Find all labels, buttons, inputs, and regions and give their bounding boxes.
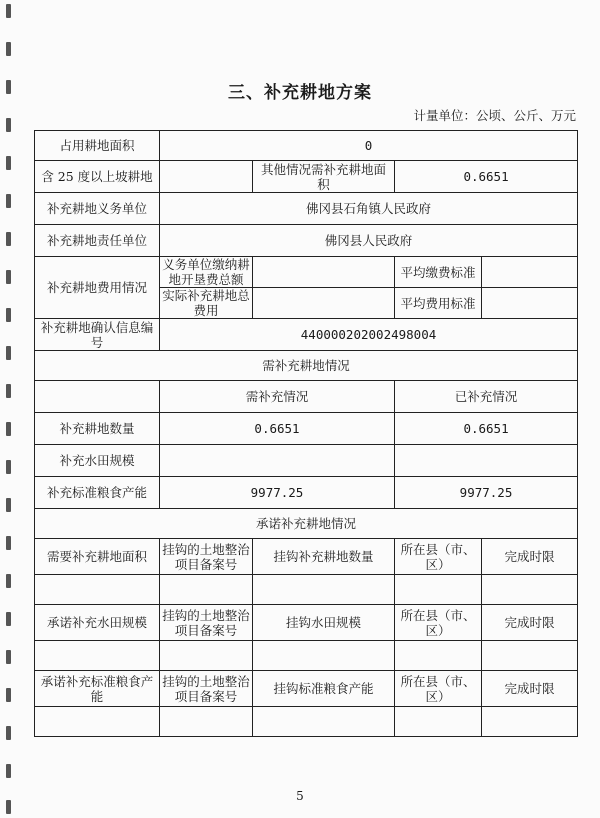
responsible-label: 补充耕地责任单位	[35, 225, 160, 257]
table-row	[35, 605, 578, 641]
cost-fee-value	[253, 257, 395, 288]
county-header: 所在县（市、区）	[395, 539, 482, 575]
avg-cost-value	[482, 288, 578, 319]
deadline-header: 完成时限	[482, 539, 578, 575]
cost-label: 补充耕地费用情况	[35, 257, 160, 319]
slope-value	[160, 161, 253, 193]
project-no-header: 挂钩的土地整治项目备案号	[160, 605, 253, 641]
confirm-value: 440000202002498004	[160, 319, 578, 351]
table-row	[35, 707, 578, 737]
other-label: 其他情况需补充耕地面积	[253, 161, 395, 193]
avg-cost-label: 平均费用标准	[395, 288, 482, 319]
qty-done: 0.6651	[395, 413, 578, 445]
table-row	[35, 131, 578, 161]
table-row	[35, 161, 578, 193]
binding-holes	[6, 0, 16, 818]
promise-section-heading: 承诺补充耕地情况	[35, 509, 578, 539]
table-row	[35, 225, 578, 257]
deadline-header: 完成时限	[482, 605, 578, 641]
grain-needed: 9977.25	[160, 477, 395, 509]
paddy-needed	[160, 445, 395, 477]
grain-done: 9977.25	[395, 477, 578, 509]
linked-grain-header: 挂钩标准粮食产能	[253, 671, 395, 707]
paddy-label: 补充水田规模	[35, 445, 160, 477]
need-blank-head	[35, 381, 160, 413]
col-done: 已补充情况	[395, 381, 578, 413]
linked-paddy-header: 挂钩水田规模	[253, 605, 395, 641]
table-row	[35, 539, 578, 575]
table-row	[35, 319, 578, 351]
confirm-label: 补充耕地确认信息编号	[35, 319, 160, 351]
table-row	[35, 381, 578, 413]
obligor-label: 补充耕地义务单位	[35, 193, 160, 225]
grain-label: 补充标准粮食产能	[35, 477, 160, 509]
avg-fee-label: 平均缴费标准	[395, 257, 482, 288]
table-row	[35, 509, 578, 539]
avg-fee-value	[482, 257, 578, 288]
table-row	[35, 641, 578, 671]
obligor-value: 佛冈县石角镇人民政府	[160, 193, 578, 225]
table-row	[35, 477, 578, 509]
table-row	[35, 413, 578, 445]
other-value: 0.6651	[395, 161, 578, 193]
county-header: 所在县（市、区）	[395, 671, 482, 707]
promise-grain-label: 承诺补充标准粮食产能	[35, 671, 160, 707]
page-number: 5	[296, 789, 304, 803]
paddy-done	[395, 445, 578, 477]
promise-area-label: 需要补充耕地面积	[35, 539, 160, 575]
need-section-heading: 需补充耕地情况	[35, 351, 578, 381]
responsible-value: 佛冈县人民政府	[160, 225, 578, 257]
actual-cost-label: 实际补充耕地总费用	[160, 288, 253, 319]
occupied-value: 0	[160, 131, 578, 161]
table-row	[35, 193, 578, 225]
slope-label: 含 25 度以上坡耕地	[35, 161, 160, 193]
actual-cost-value	[253, 288, 395, 319]
linked-qty-header: 挂钩补充耕地数量	[253, 539, 395, 575]
table-row	[35, 257, 578, 288]
project-no-header: 挂钩的土地整治项目备案号	[160, 671, 253, 707]
project-no-header: 挂钩的土地整治项目备案号	[160, 539, 253, 575]
qty-needed: 0.6651	[160, 413, 395, 445]
deadline-header: 完成时限	[482, 671, 578, 707]
table-row	[35, 671, 578, 707]
page-title: 三、补充耕地方案	[228, 83, 372, 103]
table-row	[35, 445, 578, 477]
occupied-label: 占用耕地面积	[35, 131, 160, 161]
table-row	[35, 351, 578, 381]
qty-label: 补充耕地数量	[35, 413, 160, 445]
table-row	[35, 575, 578, 605]
land-supplement-table	[34, 130, 578, 737]
county-header: 所在县（市、区）	[395, 605, 482, 641]
promise-paddy-label: 承诺补充水田规模	[35, 605, 160, 641]
cost-fee-label: 义务单位缴纳耕地开垦费总额	[160, 257, 253, 288]
col-needed: 需补充情况	[160, 381, 395, 413]
unit-note: 计量单位：公顷、公斤、万元	[413, 108, 576, 123]
